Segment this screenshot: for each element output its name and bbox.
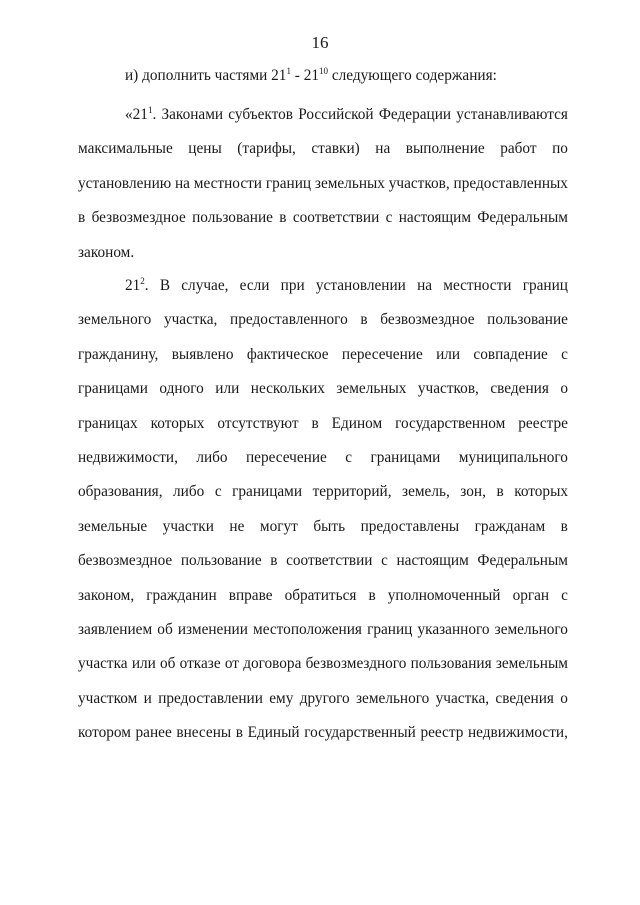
word: земельного <box>356 689 430 707</box>
word: предоставлены <box>360 517 460 535</box>
word: предоставленных <box>453 174 568 192</box>
word: если <box>239 277 270 294</box>
word: ставки) <box>311 140 360 158</box>
word: местности <box>443 277 512 294</box>
word: отказе <box>179 655 221 673</box>
word: реестр <box>420 724 464 742</box>
p2-line <box>78 372 568 406</box>
word: участков, <box>388 174 450 192</box>
word: муниципального <box>458 448 568 466</box>
word: в <box>368 586 376 604</box>
word: котором <box>78 724 131 742</box>
intro-text-3: следующего содержания: <box>328 67 497 84</box>
word: земельных <box>314 174 385 192</box>
word: на <box>175 174 190 192</box>
word: одного <box>159 380 204 398</box>
word: земельных <box>336 380 407 398</box>
word: о <box>560 380 568 398</box>
p1-line <box>78 201 568 235</box>
p1-first-rest: . <box>152 106 157 123</box>
word: земельного <box>494 620 568 638</box>
word: реестре <box>518 414 568 432</box>
intro-text-2: - 21 <box>290 67 319 84</box>
word: или <box>436 345 461 363</box>
word: Единый <box>247 724 300 742</box>
word: об <box>157 620 173 638</box>
p1-line <box>78 167 568 201</box>
word: могут <box>259 517 298 535</box>
intro-superscript-1: 1 <box>286 66 291 76</box>
word: земель, <box>402 483 450 501</box>
word: или <box>131 655 156 673</box>
word: в <box>270 552 278 570</box>
word: ему <box>269 689 294 707</box>
word: по <box>552 140 568 158</box>
word: на <box>375 140 391 158</box>
word: настоящим <box>396 552 469 570</box>
word: Едином <box>331 414 383 432</box>
word: гражданам <box>474 517 546 535</box>
word: пользование <box>180 552 262 570</box>
word: указанного <box>417 620 490 638</box>
word: фактическое <box>246 345 329 363</box>
word: с <box>561 586 568 604</box>
intro-text-1: и) дополнить частями 21 <box>125 67 287 84</box>
word: изменении <box>177 620 248 638</box>
word: которых <box>150 414 205 432</box>
word: местности <box>193 174 262 192</box>
p1-superscript: 1 <box>147 105 153 115</box>
p2-line <box>78 579 568 613</box>
word: границами <box>370 448 441 466</box>
word: совпадение <box>473 345 548 363</box>
p2-line <box>78 647 568 681</box>
word: (тарифы, <box>237 140 296 158</box>
word: безвозмездного <box>305 655 407 673</box>
word: участка <box>78 655 128 673</box>
word: отсутствуют <box>217 414 299 432</box>
word: образования, <box>78 483 163 501</box>
word: случае, <box>181 277 229 294</box>
word: обратиться <box>284 586 357 604</box>
p2-line <box>78 682 568 716</box>
word: настоящим <box>398 209 472 227</box>
word: гражданину, <box>78 345 159 363</box>
p1-line <box>78 132 568 166</box>
word: участки <box>162 517 214 535</box>
p1-line-first <box>78 98 568 132</box>
word: пользования <box>410 655 492 673</box>
word: гражданин <box>146 586 217 604</box>
word: при <box>280 277 305 294</box>
word: или <box>215 380 240 398</box>
word: безвозмездное <box>91 209 186 227</box>
word: уполномоченный <box>387 586 501 604</box>
p2-line <box>78 407 568 441</box>
word: цены <box>188 140 222 158</box>
word: участка, <box>163 311 218 329</box>
word: . <box>144 277 149 294</box>
word: о <box>560 689 568 707</box>
paragraph-21-1 <box>78 98 568 270</box>
word: пересечение <box>246 448 327 466</box>
word: безвозмездное <box>380 311 475 329</box>
word: быть <box>313 517 346 535</box>
word: на <box>417 277 433 294</box>
word: соответствии <box>292 209 380 227</box>
p2-line <box>78 544 568 578</box>
word: сведения <box>490 380 549 398</box>
word: участка, <box>435 689 490 707</box>
word: работ <box>500 140 537 158</box>
word: предоставленного <box>230 311 348 329</box>
word: выполнение <box>405 140 485 158</box>
word: и <box>143 689 152 707</box>
word: либо <box>173 483 205 501</box>
word: недвижимости, <box>467 724 568 742</box>
word: границами <box>78 380 148 398</box>
word: орган <box>512 586 550 604</box>
word: участком <box>78 689 138 707</box>
word: соответствии <box>286 552 373 570</box>
intro-paragraph <box>78 59 568 93</box>
word: пользование <box>192 209 273 227</box>
word: зон, <box>460 483 486 501</box>
paragraph-21-2 <box>78 269 568 750</box>
word: Федеральным <box>477 209 568 227</box>
page-number: 16 <box>311 33 329 52</box>
p2-line <box>78 303 568 337</box>
word: земельные <box>78 517 148 535</box>
word: в <box>311 414 319 432</box>
word: внесены <box>176 724 232 742</box>
word: законом, <box>78 586 135 604</box>
word: не <box>229 517 245 535</box>
word: границах <box>78 414 138 432</box>
p1-first-line-text <box>125 98 156 132</box>
word: об <box>160 655 176 673</box>
p2-line <box>78 338 568 372</box>
intro-superscript-2: 10 <box>319 66 328 76</box>
word: в <box>235 724 243 742</box>
word: пользование <box>487 311 568 329</box>
word: государственном <box>395 414 506 432</box>
p2-line-first <box>78 269 568 303</box>
word: Российской <box>298 106 374 123</box>
word: в <box>78 209 86 227</box>
word: Федеральным <box>477 552 568 570</box>
word: сведения <box>495 689 554 707</box>
word: пересечение <box>341 345 423 363</box>
word: с <box>381 552 388 570</box>
word: недвижимости, <box>78 448 178 466</box>
p2-line <box>78 475 568 509</box>
word: территорий, <box>312 483 392 501</box>
word: в <box>560 517 568 535</box>
word: с <box>385 209 393 227</box>
word: земельного <box>78 311 152 329</box>
word: максимальные <box>78 140 173 158</box>
word: с <box>345 448 353 466</box>
word: установлении <box>315 277 406 294</box>
word: заявлением <box>78 620 153 638</box>
word: другого <box>299 689 350 707</box>
word: Федерации <box>378 106 452 123</box>
word: участков, <box>417 380 479 398</box>
word: границ <box>367 620 413 638</box>
word: в <box>360 311 368 329</box>
word: границ <box>522 277 568 294</box>
intro-line <box>78 59 568 93</box>
p2-line <box>78 510 568 544</box>
word: земельным <box>495 655 568 673</box>
word: субъектов <box>228 106 294 123</box>
word: Законами <box>161 106 224 123</box>
word: государственный <box>304 724 416 742</box>
word: границ <box>265 174 312 192</box>
p2-superscript: 2 <box>140 276 145 286</box>
word: которых <box>514 483 568 501</box>
word: договора <box>243 655 302 673</box>
word: в <box>496 483 504 501</box>
word: выявлено <box>171 345 234 363</box>
p2-line <box>78 716 568 750</box>
word: ранее <box>135 724 172 742</box>
p2-number: $21^2$. <box>125 276 149 294</box>
word: безвозмездное <box>78 552 173 570</box>
p1-number: «21 <box>125 106 148 123</box>
word: от <box>224 655 239 673</box>
word: с <box>561 345 568 363</box>
p1-line-last: законом. <box>78 243 135 261</box>
word: вправе <box>228 586 273 604</box>
word: нескольких <box>250 380 325 398</box>
word: В <box>159 277 171 294</box>
word: границами <box>232 483 303 501</box>
word: предоставлении <box>158 689 263 707</box>
word: в <box>279 209 287 227</box>
word: устанавливаются <box>456 106 568 123</box>
word: с <box>214 483 222 501</box>
word: либо <box>196 448 228 466</box>
word: установлению <box>78 174 172 192</box>
p2-line <box>78 613 568 647</box>
p2-line <box>78 441 568 475</box>
word: местоположения <box>253 620 362 638</box>
